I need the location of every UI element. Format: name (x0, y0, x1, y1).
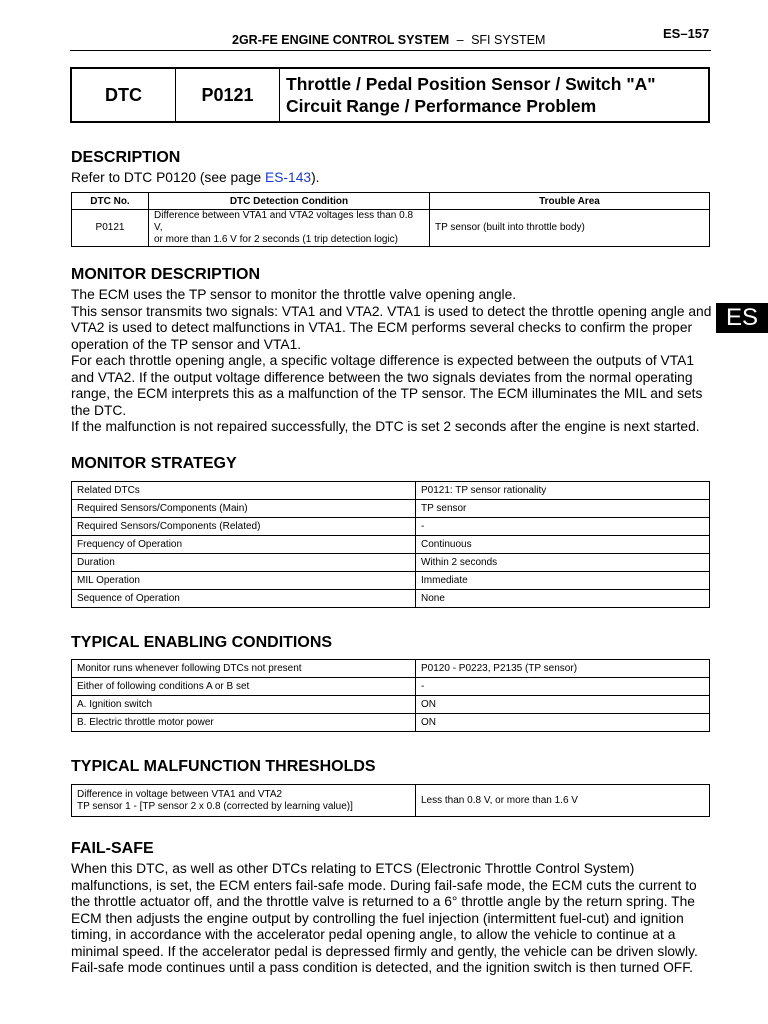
page-link-es-143[interactable]: ES-143 (265, 170, 312, 185)
threshold-value-cell: Less than 0.8 V, or more than 1.6 V (416, 785, 710, 817)
section-tab-es: ES (716, 303, 768, 333)
header-divider (70, 50, 711, 51)
fail-safe-heading: FAIL-SAFE (71, 840, 154, 857)
dtc-title-line1: Throttle / Pedal Position Sensor / Switch "A" (286, 74, 656, 94)
table-row: Frequency of Operation Continuous (72, 536, 710, 554)
header-subsystem: SFI SYSTEM (471, 33, 546, 47)
description-heading: DESCRIPTION (71, 149, 181, 166)
threshold-condition-cell: Difference in voltage between VTA1 and VTA2 TP sensor 1 - [TP sensor 2 x 0.8 (corrected by learning value)] (72, 785, 416, 817)
table-row: B. Electric throttle motor power ON (72, 714, 710, 732)
dtc-label: DTC (72, 69, 176, 121)
header-separator: – (456, 33, 464, 47)
table-row: MIL Operation Immediate (72, 572, 710, 590)
table-row (72, 785, 710, 817)
monitor-description-text (71, 287, 716, 436)
header-system-title: 2GR-FE ENGINE CONTROL SYSTEM (232, 33, 450, 47)
fail-safe-text: When this DTC, as well as other DTCs relating to ETCS (Electronic Throttle Control System) malfunctions, is set, the ECM enters fail-safe mode. During fail-safe mode, the ECM cuts the current to the throttle actuator off, and the throttle valve is returned to a 6° throttle angle by the return spring. The ECM then adjusts the engine output by controlling the fuel injection (intermittent fuel-cut) and ignition timing, in accordance with the accelerator pedal opening angle, to allow the vehicle to continue at a minimal speed. If the accelerator pedal is depressed firmly and gently, the vehicle can be driven slowly. Fail-safe mode continues until a pass condition is detected, and the ignition switch is then turned OFF. (71, 861, 698, 975)
monitor-strategy-table (71, 481, 710, 608)
dtc-code: P0121 (176, 69, 280, 121)
table-row: Monitor runs whenever following DTCs not present P0120 - P0223, P2135 (TP sensor) (72, 660, 710, 678)
monitor-description-heading: MONITOR DESCRIPTION (71, 266, 261, 283)
table-row: Related DTCs P0121: TP sensor rationality (72, 482, 710, 500)
dtc-title-box (70, 67, 710, 123)
paragraph: For each throttle opening angle, a specific voltage difference is expected between the outputs of VTA1 and VTA2. If the output voltage difference between the two signals deviates from the normal operating range, the ECM interprets this as a malfunction of the TP sensor. The ECM illuminates the MIL and sets the DTC. (71, 353, 703, 418)
page-number: ES–157 (663, 26, 710, 41)
table-header-row (72, 193, 710, 210)
dtc-title-line2: Circuit Range / Performance Problem (286, 96, 597, 116)
table-row: Either of following conditions A or B set - (72, 678, 710, 696)
trouble-area-cell: TP sensor (built into throttle body) (430, 210, 710, 247)
table-row: A. Ignition switch ON (72, 696, 710, 714)
column-header: Trouble Area (430, 193, 710, 210)
dtc-detection-table (71, 192, 710, 247)
detection-condition-cell: Difference between VTA1 and VTA2 voltages less than 0.8 V, or more than 1.6 V for 2 seconds (1 trip detection logic) (149, 210, 430, 247)
enabling-conditions-heading: TYPICAL ENABLING CONDITIONS (71, 634, 333, 651)
monitor-strategy-heading: MONITOR STRATEGY (71, 455, 237, 472)
page-header (232, 33, 545, 47)
column-header: DTC Detection Condition (149, 193, 430, 210)
table-row: Sequence of Operation None (72, 590, 710, 608)
table-row (72, 210, 710, 247)
enabling-conditions-table (71, 659, 710, 732)
table-row: Duration Within 2 seconds (72, 554, 710, 572)
table-row: Required Sensors/Components (Related) - (72, 518, 710, 536)
malfunction-thresholds-table (71, 784, 710, 817)
dtc-code-cell: P0121 (72, 210, 149, 247)
column-header: DTC No. (72, 193, 149, 210)
paragraph: The ECM uses the TP sensor to monitor the throttle valve opening angle. (71, 287, 517, 302)
table-row: Required Sensors/Components (Main) TP sensor (72, 500, 710, 518)
paragraph: This sensor transmits two signals: VTA1 and VTA2. VTA1 is used to detect the throttle opening angle and VTA2 is used to detect malfunctions in VTA1. The ECM performs several checks to confirm the proper operation of the TP sensor and VTA1. (71, 303, 712, 352)
description-text: Refer to DTC P0120 (see page ES-143). (71, 170, 320, 185)
malfunction-thresholds-heading: TYPICAL MALFUNCTION THRESHOLDS (71, 758, 376, 775)
dtc-title (280, 69, 708, 121)
paragraph: If the malfunction is not repaired successfully, the DTC is set 2 seconds after the engine is next started. (71, 419, 700, 434)
